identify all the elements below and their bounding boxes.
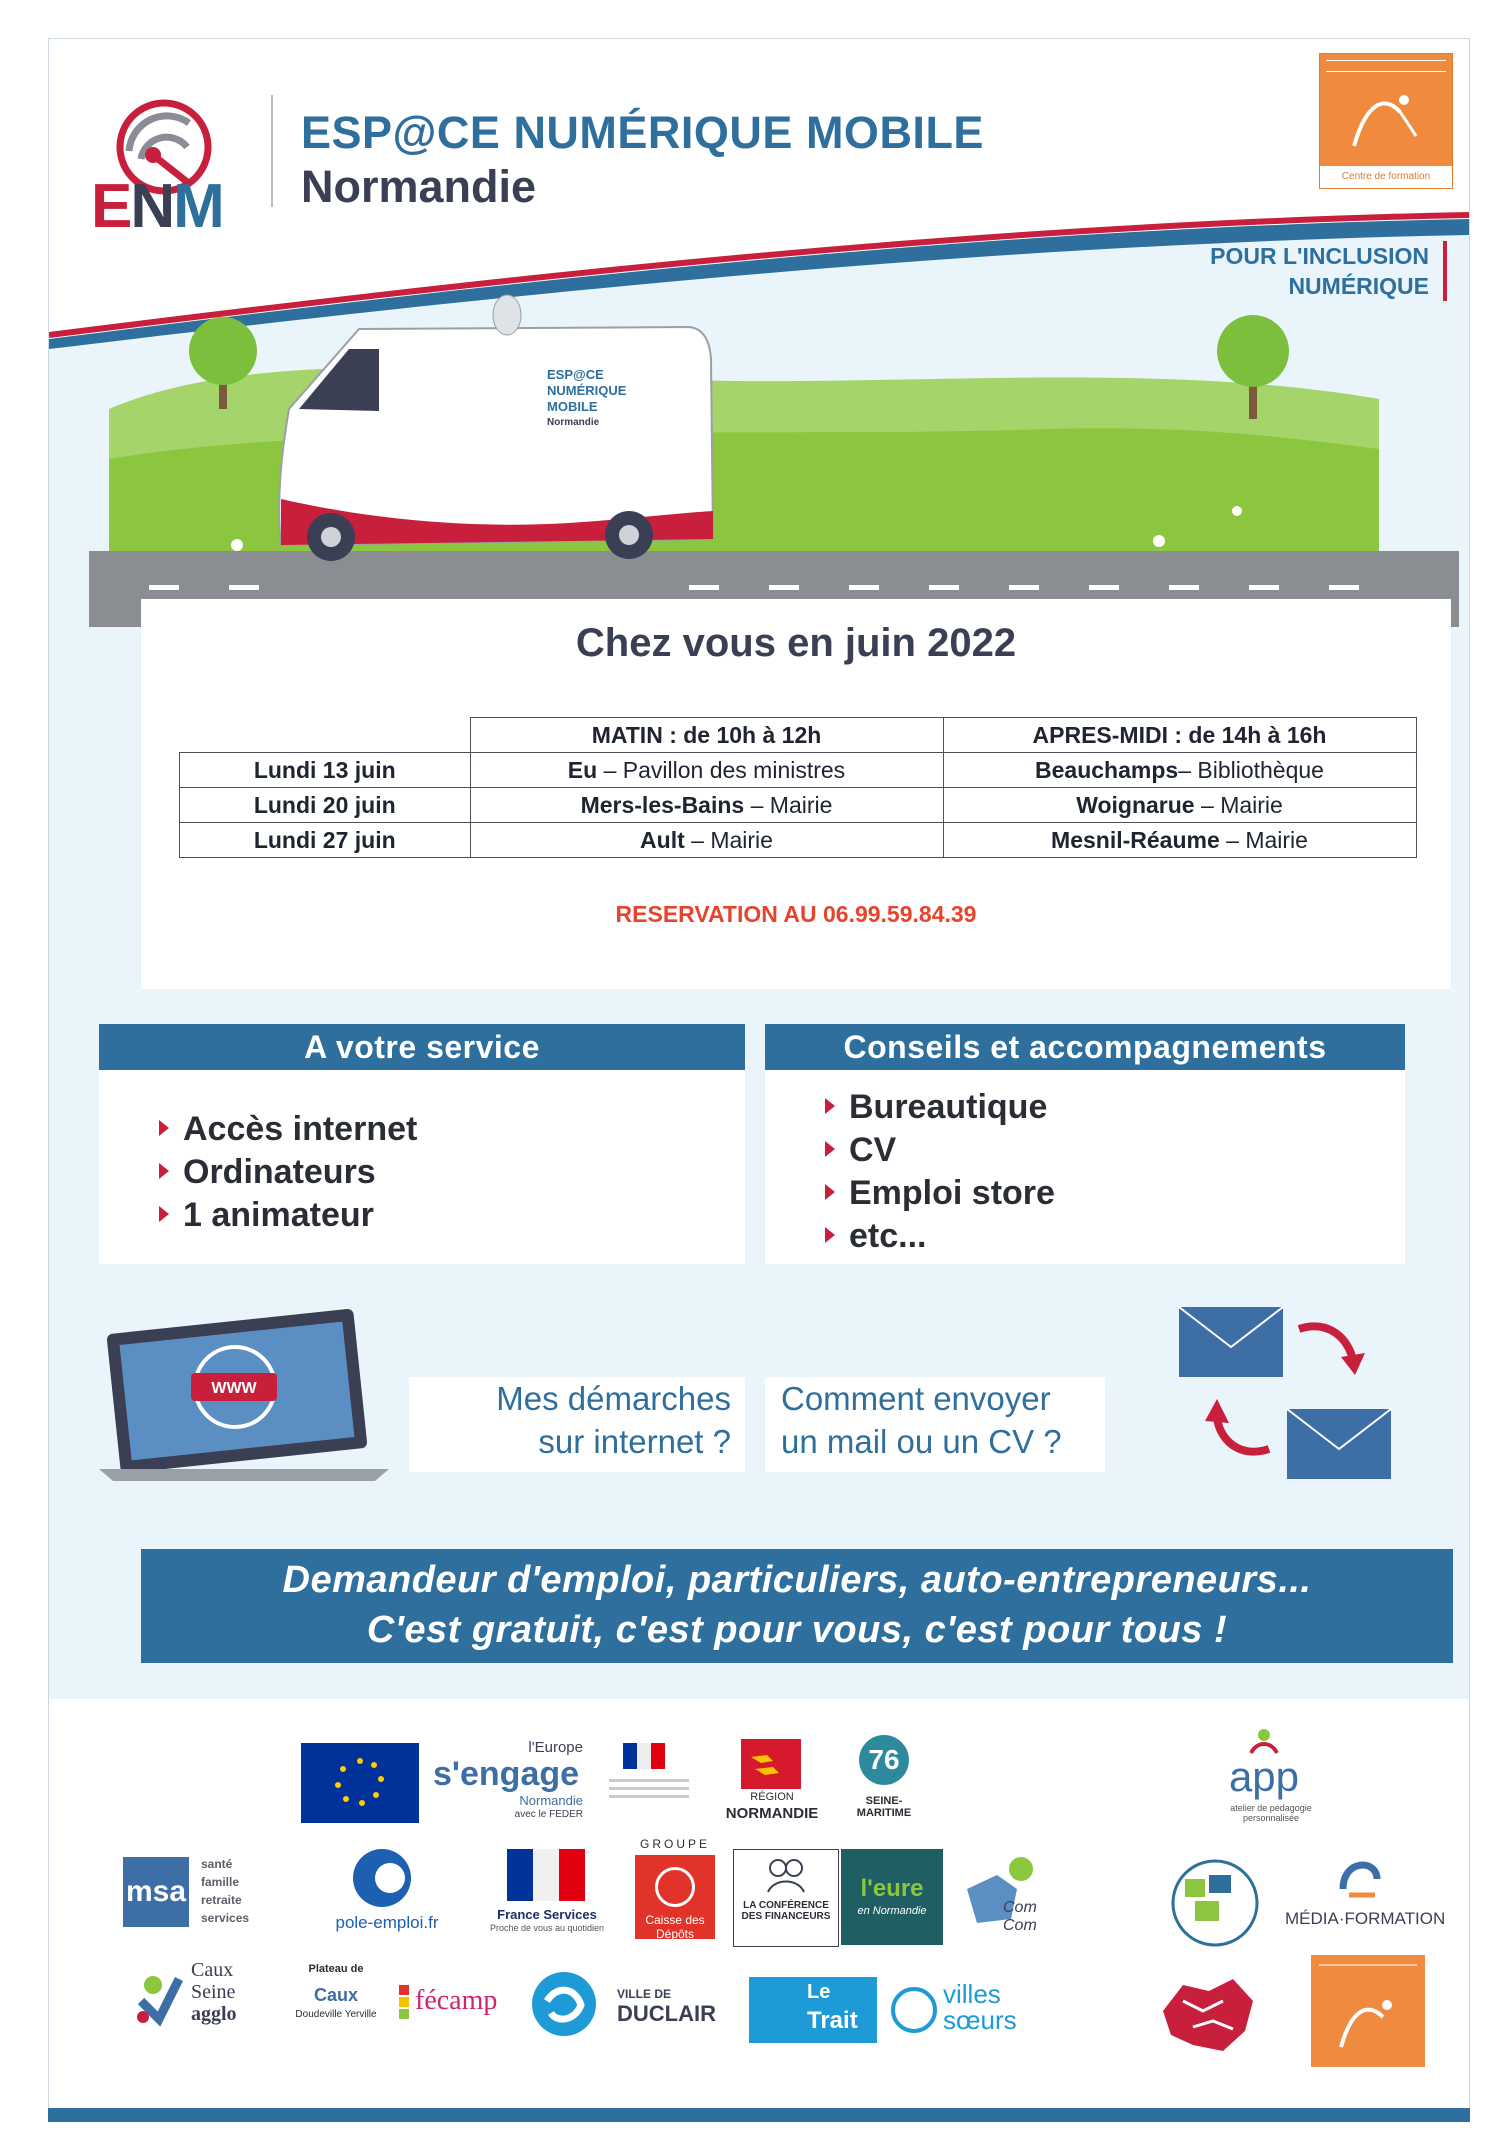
bullet-arrow-icon — [159, 1163, 169, 1179]
banner-line1: Demandeur d'emploi, particuliers, auto-entrepreneurs... — [282, 1559, 1312, 1601]
conseils-box — [765, 1024, 1405, 1264]
afternoon-cell: Woignarue – Mairie — [943, 788, 1416, 823]
eure-logo: l'eure en Normandie — [841, 1849, 943, 1945]
van-scene-illustration — [49, 289, 1469, 649]
tagline-line2: NUMÉRIQUE — [1288, 273, 1429, 299]
list-item: Accès internet — [159, 1108, 417, 1151]
service-list — [159, 1108, 417, 1237]
service-box — [99, 1024, 745, 1264]
question-internet-line1: Mes démarches — [496, 1380, 731, 1417]
question-mail-line2: un mail ou un CV ? — [781, 1423, 1062, 1460]
schedule-title: Chez vous en juin 2022 — [575, 621, 1017, 665]
media-formation-icon — [1335, 1849, 1385, 1899]
people-icon — [764, 1856, 808, 1896]
caux-seine-agglo-logo: Caux Seine agglo — [135, 1959, 269, 2059]
banner-line2: C'est gratuit, c'est pour vous, c'est pour tous ! — [366, 1609, 1228, 1651]
bullet-arrow-icon — [825, 1184, 835, 1200]
www-label: WWW — [211, 1380, 257, 1397]
conseils-list — [825, 1086, 1055, 1258]
tagline-line1: POUR L'INCLUSION — [1210, 243, 1429, 269]
conseils-title: Conseils et accompagnements — [765, 1024, 1405, 1070]
lions-icon — [747, 1749, 795, 1779]
page-title: ESP@CE NUMÉRIQUE MOBILE — [301, 107, 984, 158]
laptop-icon — [89, 1301, 409, 1491]
list-item: Ordinateurs — [159, 1151, 417, 1194]
schedule-panel — [141, 599, 1451, 989]
van-text-line1: ESP@CE — [547, 367, 604, 382]
morning-cell: Mers-les-Bains – Mairie — [470, 788, 943, 823]
table-row — [180, 753, 1417, 788]
day-cell: Lundi 13 juin — [180, 753, 471, 788]
table-header-row — [180, 718, 1417, 753]
list-item: Bureautique — [825, 1086, 1055, 1129]
caux-seine-icon — [135, 1971, 185, 2029]
le-trait-logo: Le Trait — [749, 1977, 877, 2043]
conference-financeurs-logo: LA CONFÉRENCE DES FINANCEURS — [733, 1849, 839, 1947]
partner-top-caption: Centre de formation — [1320, 166, 1452, 188]
france-services-logo: France Services Proche de vous au quotidien — [477, 1849, 617, 1939]
seine-maritime-logo: 76 SEINE-MARITIME — [839, 1735, 929, 1827]
partner-logo-bottom — [1311, 1955, 1425, 2067]
fecamp-logo: fécamp — [399, 1985, 519, 2035]
table-row — [180, 788, 1417, 823]
morning-cell: Ault – Mairie — [470, 823, 943, 858]
bottom-bar — [48, 2108, 1470, 2122]
list-item: Emploi store — [825, 1172, 1055, 1215]
prefecture-logo — [599, 1743, 694, 1823]
bullet-arrow-icon — [159, 1206, 169, 1222]
question-mail-line1: Comment envoyer — [781, 1380, 1051, 1417]
list-item: CV — [825, 1129, 1055, 1172]
list-item: 1 animateur — [159, 1194, 417, 1237]
duclair-logo: VILLE DE DUCLAIR — [529, 1969, 739, 2049]
morning-cell: Eu – Pavillon des ministres — [470, 753, 943, 788]
app-figure-icon — [1249, 1729, 1279, 1755]
europe-engage-logo: l'Europe s'engage Normandie avec le FEDER — [433, 1739, 583, 1820]
day-cell: Lundi 27 juin — [180, 823, 471, 858]
enm-logo-text: ENM — [91, 172, 223, 241]
question-internet — [409, 1377, 745, 1472]
pole-emploi-logo: pole-emploi.fr — [317, 1849, 457, 1935]
plateau-caux-logo: Plateau de Caux Doudeville Yerville — [295, 1963, 377, 2020]
column-header-afternoon: APRES-MIDI : de 14h à 16h — [943, 718, 1416, 753]
flyer-frame — [48, 38, 1470, 2110]
bullet-arrow-icon — [825, 1227, 835, 1243]
column-header-morning: MATIN : de 10h à 12h — [470, 718, 943, 753]
email-exchange-icon — [1169, 1299, 1409, 1499]
media-formation-logo: MÉDIA·FORMATION — [1285, 1849, 1435, 1943]
villes-soeurs-logo: villes sœurs — [891, 1979, 1061, 2045]
bullet-arrow-icon — [825, 1098, 835, 1114]
comcom-logo: Com Com — [957, 1849, 1067, 1945]
partner-logos — [49, 1699, 1469, 2109]
eu-stars-icon — [301, 1743, 419, 1823]
le-havre-logo — [1165, 1849, 1265, 1949]
figure-icon-bottom — [1311, 1955, 1425, 2067]
duclair-circle-icon — [529, 1969, 599, 2039]
le-havre-map-icon — [1165, 1849, 1265, 1949]
list-item: etc... — [825, 1215, 1055, 1258]
day-cell: Lundi 20 juin — [180, 788, 471, 823]
app-logo: app atelier de pédagogie personnalisée — [1209, 1729, 1319, 1829]
page-subtitle: Normandie — [301, 161, 537, 212]
cta-banner — [141, 1549, 1453, 1663]
van-text-line4: Normandie — [547, 417, 600, 428]
question-internet-line2: sur internet ? — [538, 1423, 731, 1460]
table-row — [180, 823, 1417, 858]
van-text-line3: MOBILE — [547, 399, 598, 414]
question-mail — [765, 1377, 1105, 1472]
red-map-logo — [1153, 1971, 1263, 2061]
service-title: A votre service — [99, 1024, 745, 1070]
region-normandie-logo: RÉGION NORMANDIE — [717, 1739, 827, 1829]
afternoon-cell: Beauchamps– Bibliothèque — [943, 753, 1416, 788]
reservation-phone[interactable]: RESERVATION AU 06.99.59.84.39 — [615, 901, 977, 927]
schedule-table — [179, 717, 1417, 858]
bullet-arrow-icon — [159, 1120, 169, 1136]
eu-flag-logo — [301, 1743, 419, 1823]
caisse-depots-logo: GROUPE Caisse des Dépôts — [629, 1837, 721, 1941]
bullet-arrow-icon — [825, 1141, 835, 1157]
van-icon — [279, 295, 713, 561]
van-text-line2: NUMÉRIQUE — [547, 383, 627, 398]
msa-logo: msa santé famille retraite services — [123, 1853, 295, 1933]
afternoon-cell: Mesnil-Réaume – Mairie — [943, 823, 1416, 858]
